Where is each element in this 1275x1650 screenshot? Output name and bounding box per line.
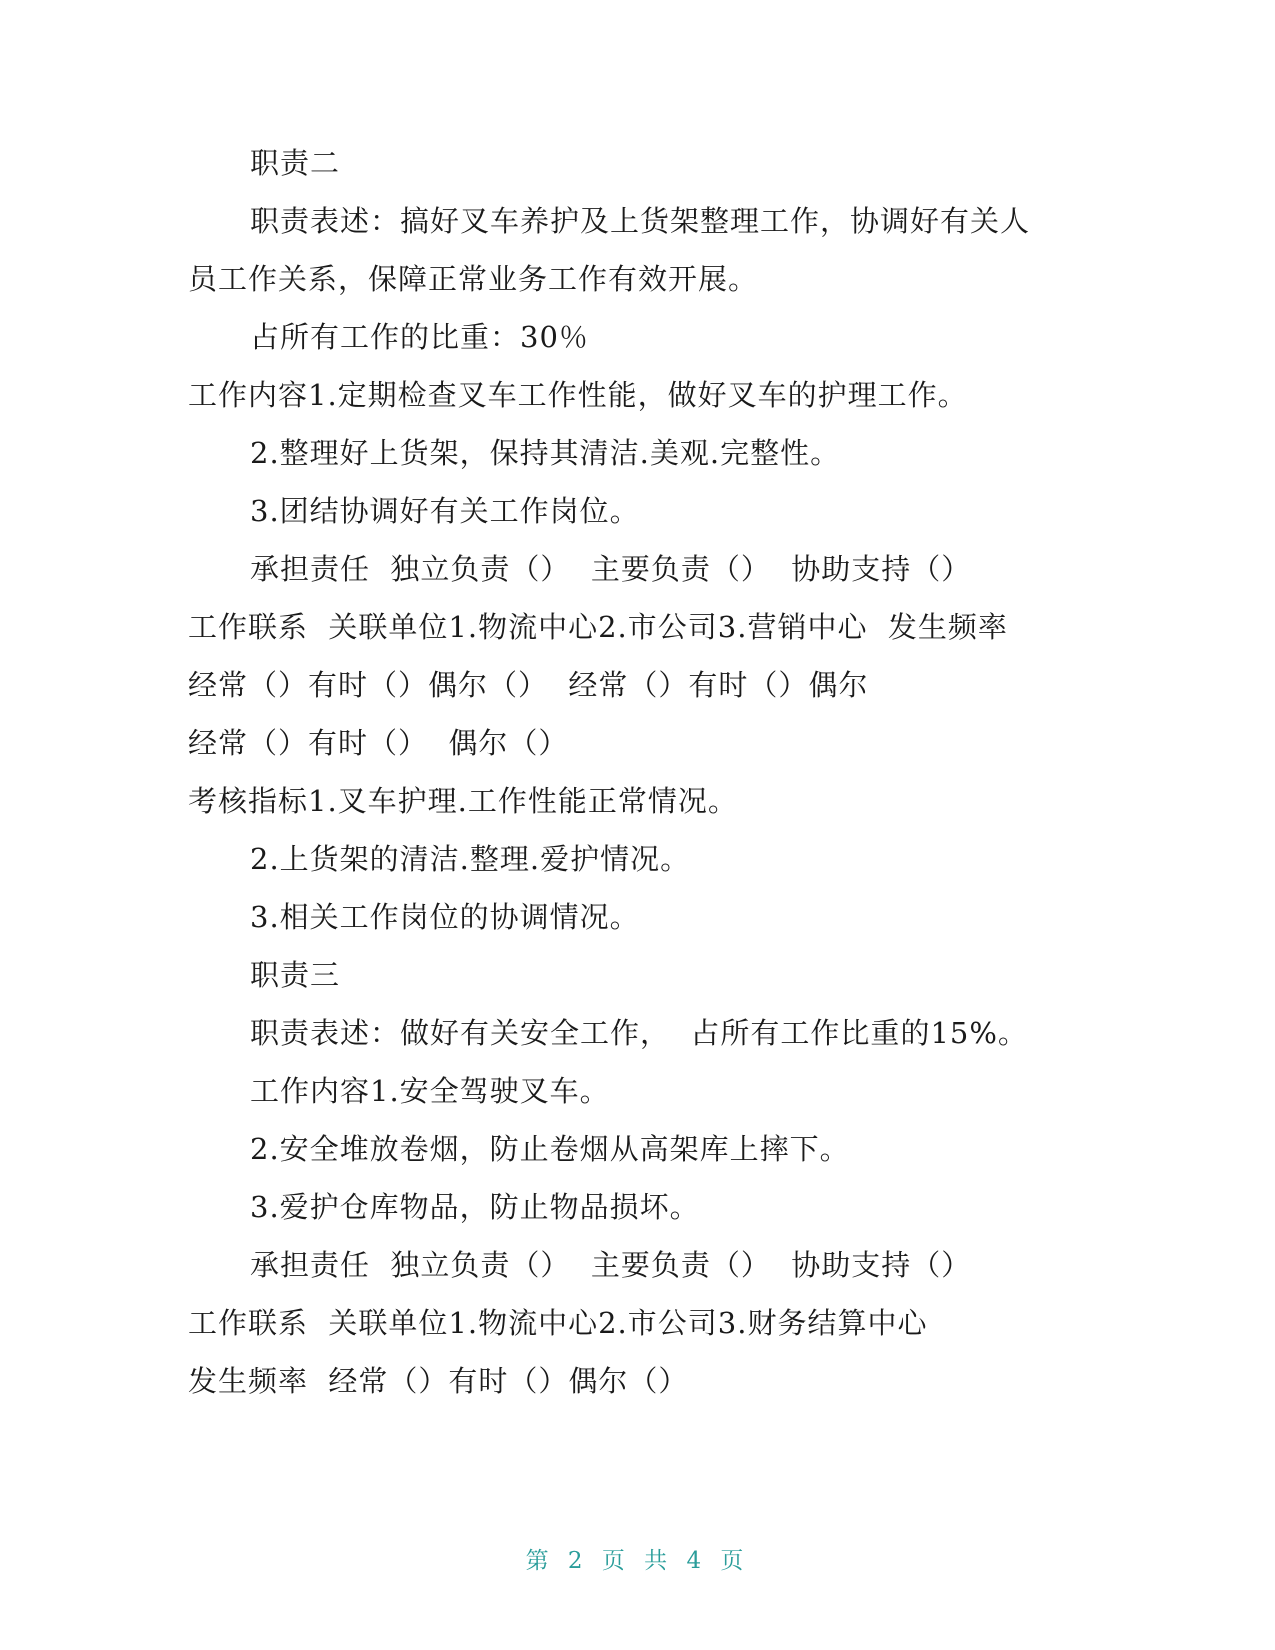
paragraph-line: 发生频率 经常（）有时（）偶尔（）: [188, 1364, 689, 1398]
paragraph-line: 工作联系 关联单位1.物流中心2.市公司3.营销中心 发生频率: [188, 610, 1008, 644]
paragraph-line: 2.安全堆放卷烟，防止卷烟从高架库上摔下。: [250, 1132, 850, 1166]
paragraph-line: 工作内容1.安全驾驶叉车。: [250, 1074, 610, 1108]
paragraph-line: 2.整理好上货架，保持其清洁.美观.完整性。: [250, 436, 841, 470]
paragraph-line: 员工作关系，保障正常业务工作有效开展。: [188, 262, 759, 296]
paragraph-line: 职责表述：搞好叉车养护及上货架整理工作，协调好有关人: [250, 204, 1031, 238]
paragraph-line: 占所有工作的比重：30％: [250, 320, 589, 354]
paragraph-line: 2.上货架的清洁.整理.爱护情况。: [250, 842, 691, 876]
paragraph-line: 3.团结协调好有关工作岗位。: [250, 494, 640, 528]
paragraph-line: 经常（）有时（） 偶尔（）: [188, 726, 569, 760]
paragraph-line: 工作内容1.定期检查叉车工作性能，做好叉车的护理工作。: [188, 378, 968, 412]
paragraph-line: 经常（）有时（）偶尔（） 经常（）有时（）偶尔: [188, 668, 869, 702]
section-heading: 职责三: [250, 958, 341, 992]
paragraph-line: 工作联系 关联单位1.物流中心2.市公司3.财务结算中心: [188, 1306, 928, 1340]
paragraph-line: 考核指标1.叉车护理.工作性能正常情况。: [188, 784, 738, 818]
paragraph-line: 承担责任 独立负责（） 主要负责（） 协助支持（）: [250, 1248, 972, 1282]
page-number-footer: 第 2 页 共 4 页: [525, 1548, 750, 1574]
paragraph-line: 3.相关工作岗位的协调情况。: [250, 900, 640, 934]
paragraph-line: 3.爱护仓库物品，防止物品损坏。: [250, 1190, 700, 1224]
section-heading: 职责二: [250, 146, 341, 180]
paragraph-line: 职责表述：做好有关安全工作， 占所有工作比重的15%。: [250, 1016, 1028, 1050]
paragraph-line: 承担责任 独立负责（） 主要负责（） 协助支持（）: [250, 552, 972, 586]
